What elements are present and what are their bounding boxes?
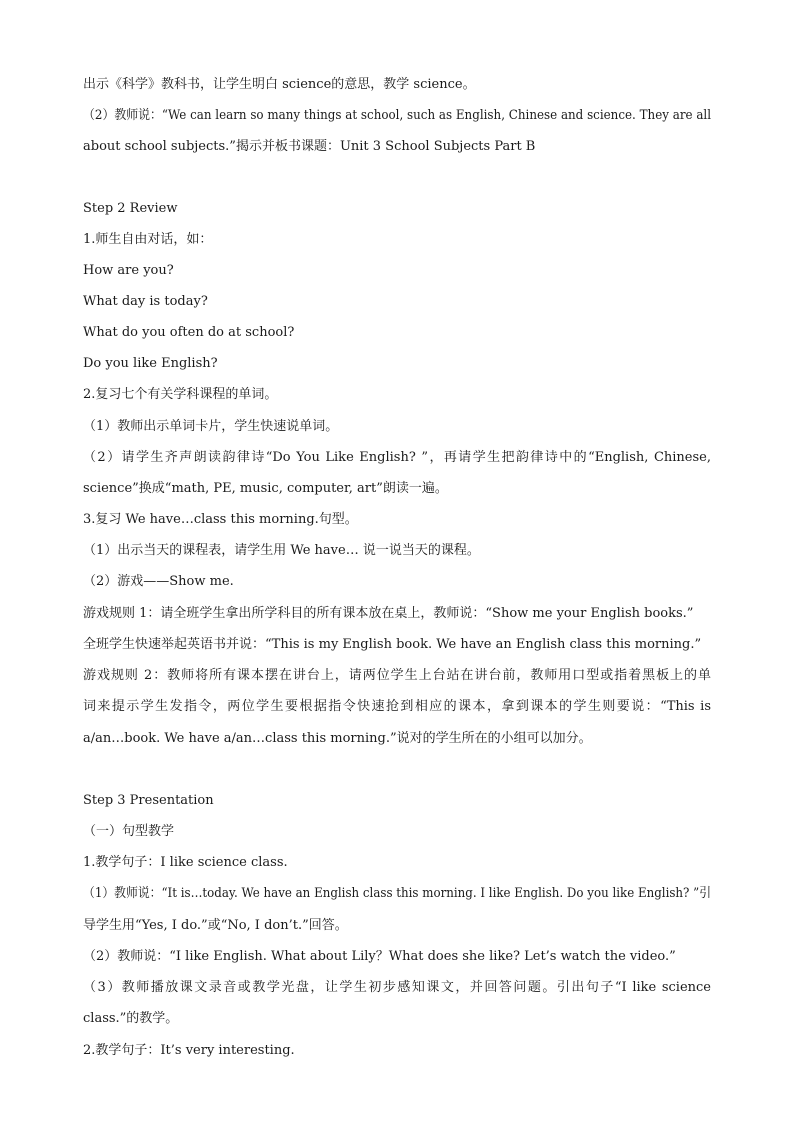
text-line: 词来提示学生发指令，两位学生要根据指令快速抢到相应的课本，拿到课本的学生则要说：“This is [83,699,711,714]
text-line: 全班学生快速举起英语书并说：“This is my English book. We have an English class this morning.” [83,637,702,652]
text-line: 3.复习 We have…class this morning.句型。 [83,512,358,527]
text-line: （2）教师说：“We can learn so many things at school, such as English, Chinese and science. They are all [83,108,712,123]
text-line: 导学生用“Yes, I do.”或“No, I don’t.”回答。 [83,918,348,933]
text-line: Do you like English? [83,356,218,371]
text-line: 1.教学句子：I like science class. [83,855,288,870]
text-line: （2）请学生齐声朗读韵律诗“Do You Like English? ”，再请学生把韵律诗中的“English, Chinese, [83,450,711,465]
text-line: （2）游戏——Show me. [83,574,234,589]
section-heading: Step 2 Review [83,201,178,216]
text-line: 2.教学句子：It’s very interesting. [83,1043,295,1058]
text-line: （1）出示当天的课程表，请学生用 We have… 说一说当天的课程。 [83,543,480,558]
text-line: a/an…book. We have a/an…class this morning.”说对的学生所在的小组可以加分。 [83,731,592,746]
text-line: （2）教师说：“I like English. What about Lily？What does she like? Let’s watch the video.” [83,949,676,964]
text-line: （1）教师出示单词卡片，学生快速说单词。 [83,419,339,434]
text-line: （3）教师播放课文录音或教学光盘，让学生初步感知课文，并回答问题。引出句子“I like science [83,980,711,995]
text-line: science”换成“math, PE, music, computer, art”朗读一遍。 [83,481,448,496]
text-line: （一）句型教学 [83,824,175,839]
text-line: How are you? [83,263,174,278]
text-line: 1.师生自由对话，如： [83,232,213,247]
text-line: about school subjects.”揭示并板书课题：Unit 3 School Subjects Part B [83,139,536,154]
section-heading: Step 3 Presentation [83,793,214,808]
text-line: What do you often do at school? [83,325,295,340]
text-line: 游戏规则 2：教师将所有课本摆在讲台上，请两位学生上台站在讲台前，教师用口型或指着黑板上的单 [83,668,711,683]
text-line: （1）教师说：“It is…today. We have an English class this morning. I like English. Do you like English? ”引 [83,886,712,901]
text-line: class.”的教学。 [83,1011,179,1026]
text-line: 出示《科学》教科书，让学生明白 science的意思，教学 science。 [83,77,476,92]
text-line: What day is today? [83,294,208,309]
text-line: 游戏规则 1：请全班学生拿出所学科目的所有课本放在桌上，教师说：“Show me your English books.” [83,606,694,621]
text-line: 2.复习七个有关学科课程的单词。 [83,387,278,402]
